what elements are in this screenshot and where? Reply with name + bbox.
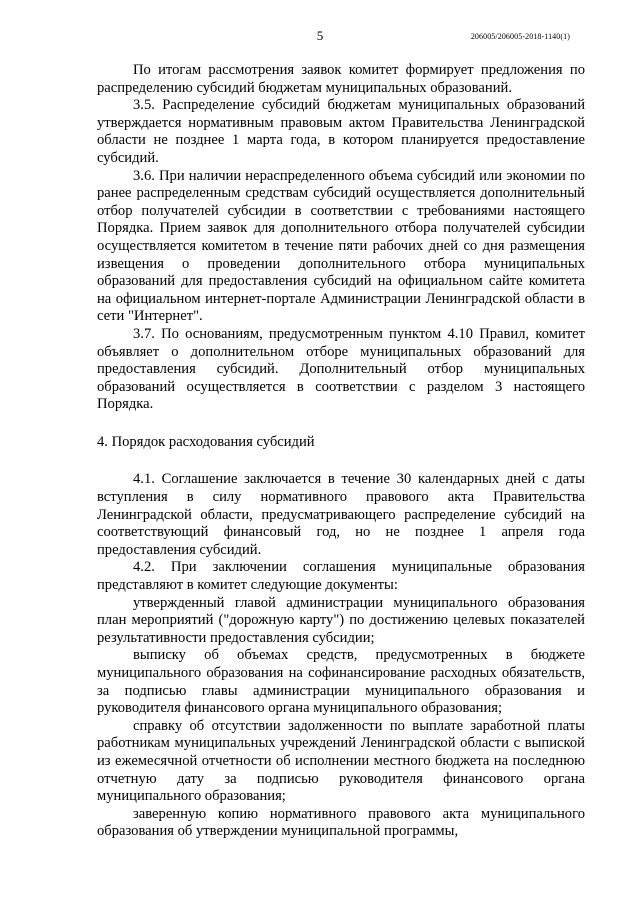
paragraph-3-6: 3.6. При наличии нераспределенного объема субсидий или экономии по ранее распределенным средствам субсидий осуществляется дополнительный отбор получателей субсидии в соответствии с требованиями настоящего Порядка. Прием заявок для дополнительного отбора получателей субсидии осуществляется комитетом в течение пяти рабочих дней со дня размещения извещения о проведении дополнительного отбора муниципальных образований для предоставления субсидий на официальном сайте комитета на официальном интернет-портале Администрации Ленинградской области в сети "Интернет". (97, 167, 585, 325)
document-body (97, 62, 585, 841)
list-item-salary-certificate: справку об отсутствии задолженности по выплате заработной платы работникам муниципальных учреждений Ленинградской области с выпиской из ежемесячной отчетности об исполнении местного бюджета на последнюю отчетную дату за подписью руководителя финансового органа муниципального образования; (97, 717, 585, 805)
paragraph-3-5: 3.5. Распределение субсидий бюджетам муниципальных образований утверждается нормативным правовым актом Правительства Ленинградской области не позднее 1 марта года, в котором планируется предоставление субсидий. (97, 97, 585, 166)
paragraph-proposals: По итогам рассмотрения заявок комитет формирует предложения по распределению субсидий бюджетам муниципальных образований. (97, 62, 585, 96)
paragraph-4-2: 4.2. При заключении соглашения муниципальные образования представляют в комитет следующие документы: (97, 559, 585, 594)
list-item-road-map: утвержденный главой администрации муниципального образования план мероприятий ("дорожную карту") по достижению целевых показателей результативности предоставления субсидии; (97, 594, 585, 646)
document-id: 206005/206005-2018-1140(1) (470, 32, 570, 41)
section-heading: 4. Порядок расходования субсидий (97, 433, 315, 450)
paragraph-3-7: 3.7. По основаниям, предусмотренным пунктом 4.10 Правил, комитет объявляет о дополнительном отборе муниципальных образований для предоставления субсидий. Дополнительный отбор муниципальных образований осуществляется в соответствии с разделом 3 настоящего Порядка. (97, 325, 585, 413)
page-number: 5 (316, 28, 324, 43)
list-item-budget-extract: выписку об объемах средств, предусмотренных в бюджете муниципального образования на софинансирование расходных обязательств, за подписью главы администрации муниципального образования и руководителя финансового органа муниципального образования; (97, 647, 585, 717)
list-item-program-copy: заверенную копию нормативного правового акта муниципального образования об утверждении муниципальной программы, (97, 805, 585, 840)
paragraph-4-1: 4.1. Соглашение заключается в течение 30 календарных дней с даты вступления в силу нормативного правового акта Правительства Ленинградской области, предусматривающего распределение субсидий на соответствующий финансовый год, но не позднее 1 апреля года предоставления субсидий. (97, 471, 585, 558)
